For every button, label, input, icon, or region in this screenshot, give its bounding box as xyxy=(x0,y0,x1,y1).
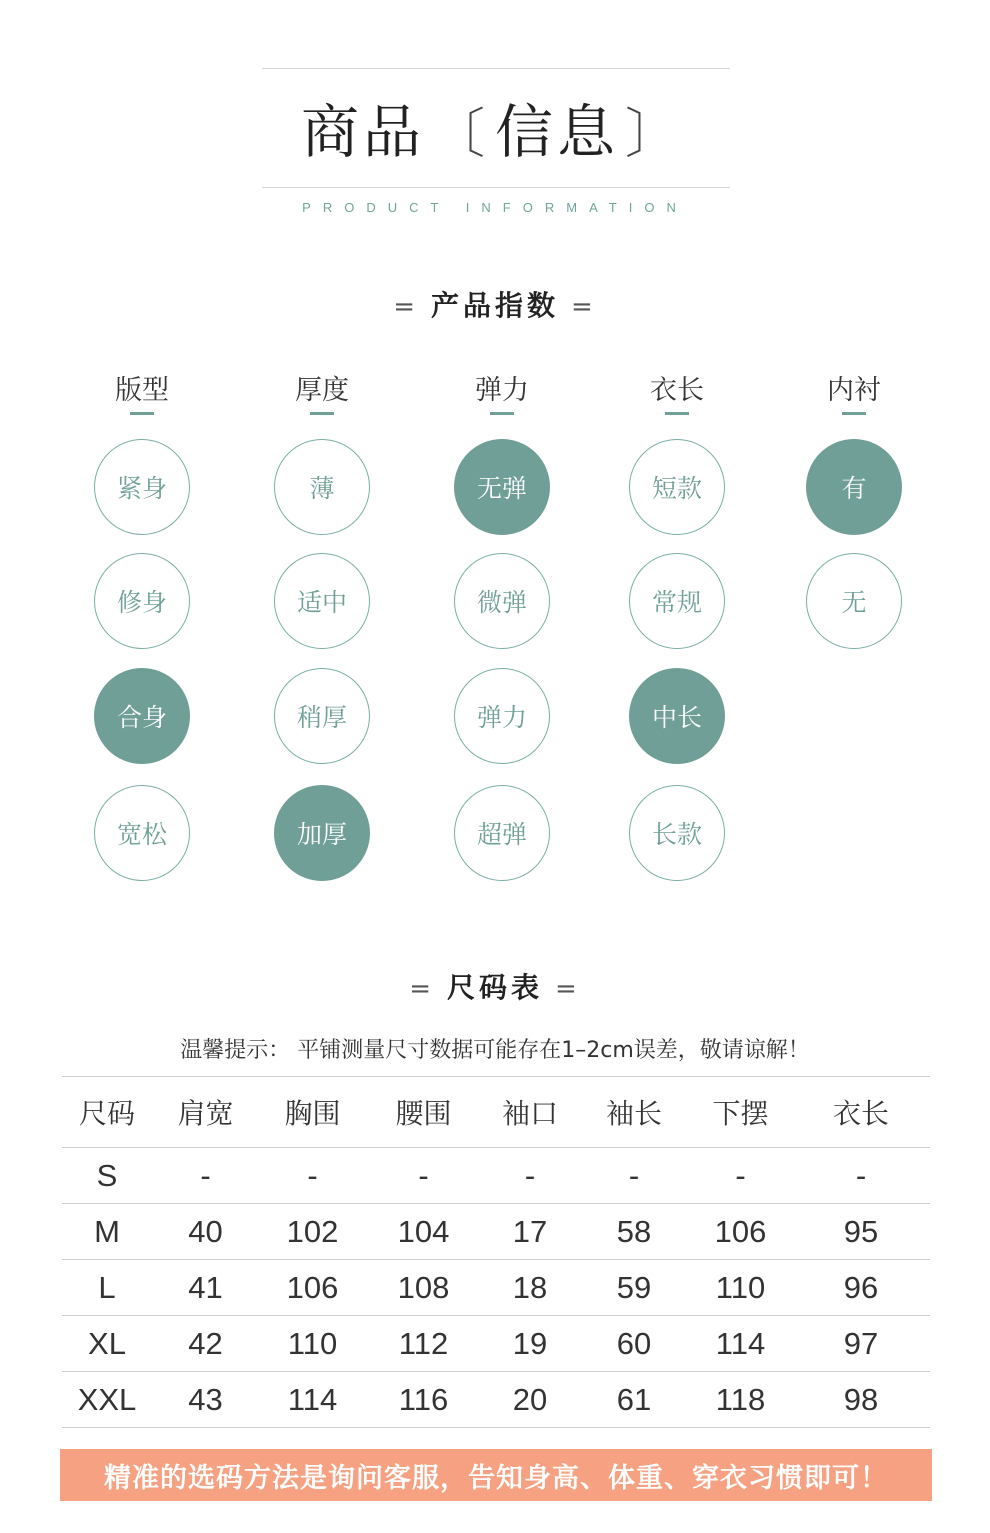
page-title xyxy=(0,96,990,170)
size-value-cell: 98 xyxy=(792,1372,930,1428)
column-header-underline xyxy=(490,412,514,415)
index-section-title xyxy=(0,284,990,324)
index-option: 无 xyxy=(806,553,902,649)
index-option-selected: 合身 xyxy=(94,668,190,764)
index-option: 修身 xyxy=(94,553,190,649)
column-header-underline xyxy=(842,412,866,415)
bracket-close: 〕 xyxy=(625,102,684,165)
index-option: 超弹 xyxy=(454,785,550,881)
size-column-header: 衣长 xyxy=(792,1077,930,1148)
sizing-advice-banner: 精准的选码方法是询问客服，告知身高、体重、穿衣习惯即可！ xyxy=(60,1449,932,1501)
title-divider xyxy=(262,187,730,188)
index-option: 微弹 xyxy=(454,553,550,649)
table-row xyxy=(62,1260,930,1316)
size-value-cell: 58 xyxy=(579,1204,689,1260)
index-option: 稍厚 xyxy=(274,668,370,764)
index-option: 短款 xyxy=(629,439,725,535)
size-column-header: 腰围 xyxy=(366,1077,481,1148)
size-value-cell: 104 xyxy=(366,1204,481,1260)
size-table xyxy=(62,1076,930,1428)
index-option-selected: 中长 xyxy=(629,668,725,764)
size-value-cell: 112 xyxy=(366,1316,481,1372)
index-option-selected: 加厚 xyxy=(274,785,370,881)
size-label-cell: S xyxy=(62,1148,152,1204)
size-value-cell: - xyxy=(481,1148,579,1204)
size-value-cell: 114 xyxy=(689,1316,792,1372)
table-row xyxy=(62,1204,930,1260)
title-main: 商品 xyxy=(300,98,425,166)
index-option: 紧身 xyxy=(94,439,190,535)
index-option-selected: 无弹 xyxy=(454,439,550,535)
index-column-header: 衣长 xyxy=(650,375,704,406)
table-row xyxy=(62,1316,930,1372)
title-sub: 信息 xyxy=(495,98,620,166)
index-option: 弹力 xyxy=(454,668,550,764)
index-option: 薄 xyxy=(274,439,370,535)
column-header-underline xyxy=(310,412,334,415)
page-subtitle: PRODUCT INFORMATION xyxy=(302,200,688,215)
size-label-cell: L xyxy=(62,1260,152,1316)
size-value-cell: 118 xyxy=(689,1372,792,1428)
size-value-cell: - xyxy=(792,1148,930,1204)
size-value-cell: 18 xyxy=(481,1260,579,1316)
table-row xyxy=(62,1372,930,1428)
index-option: 适中 xyxy=(274,553,370,649)
eq-left: = xyxy=(393,292,419,322)
size-column-header: 肩宽 xyxy=(152,1077,259,1148)
size-column-header: 袖长 xyxy=(579,1077,689,1148)
size-value-cell: 108 xyxy=(366,1260,481,1316)
index-option: 长款 xyxy=(629,785,725,881)
index-column-header: 弹力 xyxy=(475,375,529,406)
size-column-header: 下摆 xyxy=(689,1077,792,1148)
table-row xyxy=(62,1148,930,1204)
size-value-cell: 59 xyxy=(579,1260,689,1316)
column-header-underline xyxy=(665,412,689,415)
size-value-cell: 60 xyxy=(579,1316,689,1372)
size-value-cell: 17 xyxy=(481,1204,579,1260)
size-value-cell: 61 xyxy=(579,1372,689,1428)
size-value-cell: 95 xyxy=(792,1204,930,1260)
size-value-cell: 20 xyxy=(481,1372,579,1428)
size-value-cell: 19 xyxy=(481,1316,579,1372)
size-value-cell: 106 xyxy=(259,1260,366,1316)
top-divider xyxy=(262,68,730,69)
size-column-header: 袖口 xyxy=(481,1077,579,1148)
eq-left: = xyxy=(409,974,435,1004)
index-option: 常规 xyxy=(629,553,725,649)
size-value-cell: 96 xyxy=(792,1260,930,1316)
size-column-header: 胸围 xyxy=(259,1077,366,1148)
size-label-cell: XL xyxy=(62,1316,152,1372)
size-value-cell: 110 xyxy=(259,1316,366,1372)
eq-right: = xyxy=(555,974,581,1004)
size-table-header xyxy=(62,1077,930,1148)
size-value-cell: 114 xyxy=(259,1372,366,1428)
size-title-text: 尺码表 xyxy=(446,971,543,1004)
size-label-cell: M xyxy=(62,1204,152,1260)
index-title-text: 产品指数 xyxy=(430,289,559,322)
size-value-cell: 106 xyxy=(689,1204,792,1260)
size-label-cell: XXL xyxy=(62,1372,152,1428)
index-option: 宽松 xyxy=(94,785,190,881)
bracket-open: 〔 xyxy=(431,102,489,165)
eq-right: = xyxy=(571,292,597,322)
size-value-cell: 102 xyxy=(259,1204,366,1260)
size-value-cell: 116 xyxy=(366,1372,481,1428)
size-value-cell: 42 xyxy=(152,1316,259,1372)
size-value-cell: 110 xyxy=(689,1260,792,1316)
index-column-header: 版型 xyxy=(115,375,169,406)
size-section-title xyxy=(0,966,990,1006)
size-value-cell: - xyxy=(259,1148,366,1204)
size-value-cell: 43 xyxy=(152,1372,259,1428)
size-value-cell: - xyxy=(152,1148,259,1204)
measurement-tip: 温馨提示： 平铺测量尺寸数据可能存在1–2cm误差，敬请谅解！ xyxy=(180,1038,810,1063)
column-header-underline xyxy=(130,412,154,415)
size-value-cell: 97 xyxy=(792,1316,930,1372)
size-value-cell: - xyxy=(366,1148,481,1204)
size-value-cell: - xyxy=(579,1148,689,1204)
size-value-cell: 41 xyxy=(152,1260,259,1316)
index-column-header: 内衬 xyxy=(827,375,881,406)
size-column-header: 尺码 xyxy=(62,1077,152,1148)
size-value-cell: 40 xyxy=(152,1204,259,1260)
index-column-header: 厚度 xyxy=(295,375,349,406)
index-option-selected: 有 xyxy=(806,439,902,535)
size-value-cell: - xyxy=(689,1148,792,1204)
